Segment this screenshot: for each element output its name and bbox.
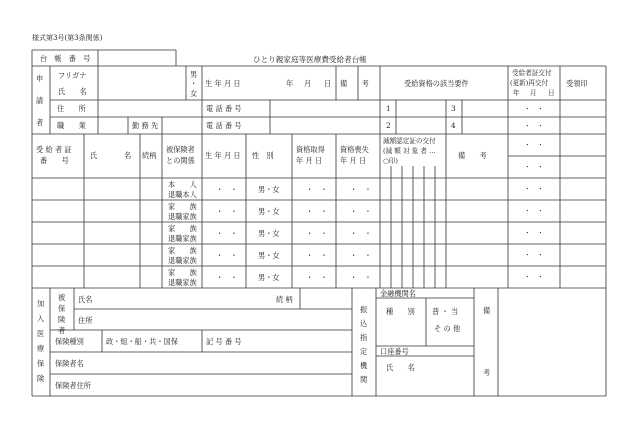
recipient-relation-label: 続柄 bbox=[142, 151, 157, 160]
insured-char-1: 被 bbox=[58, 293, 66, 302]
loss-label-line1: 資格喪失 bbox=[340, 145, 369, 154]
insurance-kind-options: 政・組・船・共・国保 bbox=[106, 337, 178, 346]
furigana-label: フリガナ bbox=[58, 71, 87, 80]
row-acq-dots: ・ ・ bbox=[306, 207, 328, 216]
transfer-section-char-3: 指 bbox=[360, 333, 368, 342]
occupation-label: 職 業 bbox=[57, 121, 86, 130]
recipient-no-label-line1: 受 給 者 証 bbox=[36, 145, 72, 154]
insured-char-2: 保 bbox=[58, 304, 66, 313]
row-sex-value: 男・女 bbox=[258, 207, 280, 216]
recipient-row-3 bbox=[168, 224, 372, 243]
transfer-section-char-5: 機 bbox=[360, 361, 368, 370]
transfer-section-char-1: 振 bbox=[360, 305, 368, 314]
insurance-kind-label: 保険種別 bbox=[55, 337, 84, 346]
sex-separator: ・ bbox=[190, 79, 198, 88]
row-loss-dots: ・ ・ bbox=[350, 207, 372, 216]
transfer-remarks-char-1: 備 bbox=[483, 306, 491, 315]
row-sex-value: 男・女 bbox=[258, 273, 280, 282]
row-relation-line2: 退職家族 bbox=[168, 234, 197, 243]
insurance-section-char-1: 加 bbox=[37, 299, 45, 308]
cert-date-dots-5: ・ ・ bbox=[524, 185, 544, 193]
eligibility-number-2: 2 bbox=[386, 121, 391, 130]
recipient-row-1 bbox=[168, 180, 372, 199]
transfer-remarks-char-2: 考 bbox=[483, 368, 491, 377]
birth-date-label: 生 年 月 日 bbox=[205, 79, 241, 88]
cert-date-dots-3: ・ ・ bbox=[524, 141, 544, 149]
row-acq-dots: ・ ・ bbox=[306, 251, 328, 260]
cert-date-dots-9: ・ ・ bbox=[524, 273, 544, 281]
row-relation-line1: 家 族 bbox=[168, 202, 197, 211]
recipient-name-label-a: 氏 bbox=[90, 151, 98, 160]
row-relation-line1: 家 族 bbox=[168, 246, 197, 255]
row-relation-line2: 退職家族 bbox=[168, 212, 197, 221]
row-relation-line1: 家 族 bbox=[168, 224, 197, 233]
row-sex-value: 男・女 bbox=[258, 185, 280, 194]
row-birth-dots: ・ ・ bbox=[216, 207, 238, 216]
applicant-name-label: 氏 名 bbox=[58, 87, 87, 96]
recipient-birth-label: 生 年 月 日 bbox=[205, 151, 241, 160]
insured-char-4: 者 bbox=[58, 326, 66, 335]
cert-issue-year-unit: 年 bbox=[513, 89, 520, 97]
phone-label: 電 話 番 号 bbox=[206, 104, 242, 113]
applicant-section-char-2: 請 bbox=[36, 96, 44, 105]
loss-label-line2: 年 月 日 bbox=[340, 156, 367, 165]
recipient-sex-label: 性 別 bbox=[252, 151, 274, 160]
acquisition-label-line1: 資格取得 bbox=[296, 145, 325, 154]
row-relation-line1: 家 族 bbox=[168, 268, 197, 277]
cert-issue-month-unit: 月 bbox=[530, 89, 537, 97]
recipients-remarks-label: 備 考 bbox=[458, 151, 487, 160]
insurance-section-char-3: 医 bbox=[37, 329, 45, 338]
birth-year-unit: 年 bbox=[286, 79, 294, 88]
row-birth-dots: ・ ・ bbox=[216, 185, 238, 194]
eligibility-number-4: 4 bbox=[451, 121, 456, 130]
cert-date-dots-1: ・ ・ bbox=[524, 105, 544, 113]
account-type-options: 普 ・ 当 bbox=[432, 307, 459, 316]
account-number-label: 口座番号 bbox=[380, 347, 409, 356]
row-relation-line1: 本 人 bbox=[168, 180, 197, 189]
row-relation-line2: 退職家族 bbox=[168, 278, 197, 287]
insured-relation-label: 続 柄 bbox=[276, 295, 293, 304]
applicant-section-char-3: 者 bbox=[36, 118, 44, 127]
insurance-section-char-4: 療 bbox=[37, 344, 45, 353]
birth-month-unit: 月 bbox=[304, 79, 312, 88]
row-loss-dots: ・ ・ bbox=[350, 251, 372, 260]
row-loss-dots: ・ ・ bbox=[350, 229, 372, 238]
transfer-section-char-6: 関 bbox=[360, 375, 368, 384]
row-acq-dots: ・ ・ bbox=[306, 185, 328, 194]
account-type-other: そ の 他 bbox=[434, 324, 461, 333]
address-label: 住 所 bbox=[57, 104, 86, 113]
acquisition-label-line2: 年 月 日 bbox=[296, 156, 323, 165]
insurer-address-label: 保険者住所 bbox=[55, 381, 91, 390]
birth-day-unit: 日 bbox=[324, 79, 332, 88]
form-number-caption: 様式第3号(第3条関係) bbox=[32, 34, 103, 42]
insured-name-label: 氏名 bbox=[78, 295, 93, 304]
cert-date-dots-8: ・ ・ bbox=[524, 251, 544, 259]
form-title: ひとり親家庭等医療費受給者台帳 bbox=[253, 55, 367, 64]
row-birth-dots: ・ ・ bbox=[216, 229, 238, 238]
row-loss-dots: ・ ・ bbox=[350, 185, 372, 194]
row-birth-dots: ・ ・ bbox=[216, 273, 238, 282]
account-holder-label: 氏 名 bbox=[386, 363, 415, 372]
transfer-section-char-2: 込 bbox=[360, 319, 368, 328]
cert-issue-label-line2: (更新)再交付 bbox=[510, 79, 549, 87]
row-loss-dots: ・ ・ bbox=[350, 273, 372, 282]
workplace-label: 勤 務 先 bbox=[132, 121, 159, 130]
eligibility-number-3: 3 bbox=[451, 104, 456, 113]
applicant-remarks-label: 備 考 bbox=[340, 79, 369, 88]
cert-date-dots-7: ・ ・ bbox=[524, 229, 544, 237]
applicant-section-char-1: 申 bbox=[36, 74, 44, 83]
cert-date-dots-6: ・ ・ bbox=[524, 207, 544, 215]
row-sex-value: 男・女 bbox=[258, 251, 280, 260]
bank-name-label: 金融機関名 bbox=[380, 289, 416, 298]
ledger-number-label: 台 帳 番 号 bbox=[40, 54, 91, 63]
insured-relation-label-line2: との関係 bbox=[166, 156, 195, 165]
cert-issue-day-unit: 日 bbox=[548, 89, 555, 97]
sex-male-label: 男 bbox=[190, 70, 198, 79]
workplace-phone-label: 電 話 番 号 bbox=[206, 121, 242, 130]
sex-female-label: 女 bbox=[190, 89, 198, 98]
eligibility-number-1: 1 bbox=[386, 104, 391, 113]
cert-date-dots-4: ・ ・ bbox=[524, 163, 544, 171]
insurance-section-char-6: 険 bbox=[37, 374, 45, 383]
insurance-section-char-5: 保 bbox=[37, 359, 45, 368]
row-relation-line2: 退職本人 bbox=[168, 190, 197, 199]
row-acq-dots: ・ ・ bbox=[306, 229, 328, 238]
transfer-section-char-4: 定 bbox=[360, 347, 368, 356]
reduction-label-line2: (減 額 対 象 者 … bbox=[383, 147, 436, 155]
eligibility-header: 受給資格の該当要件 bbox=[404, 79, 469, 88]
row-birth-dots: ・ ・ bbox=[216, 251, 238, 260]
recipient-row-5 bbox=[168, 268, 372, 287]
row-acq-dots: ・ ・ bbox=[306, 273, 328, 282]
recipient-no-label-line2: 番 号 bbox=[40, 156, 69, 165]
insured-address-label: 住所 bbox=[78, 316, 93, 325]
account-type-label: 種 別 bbox=[386, 307, 415, 316]
insurance-section-char-2: 入 bbox=[37, 314, 45, 323]
row-relation-line2: 退職家族 bbox=[168, 256, 197, 265]
receipt-seal-label: 受領印 bbox=[566, 79, 588, 88]
insurer-name-label: 保険者名 bbox=[55, 359, 84, 368]
recipient-row-2 bbox=[168, 202, 372, 221]
row-sex-value: 男・女 bbox=[258, 229, 280, 238]
insured-relation-label-line1: 被保険者 bbox=[166, 145, 195, 154]
cert-issue-label-line1: 受給者証交付 bbox=[512, 69, 552, 77]
cert-date-dots-2: ・ ・ bbox=[524, 122, 544, 130]
recipient-name-label-b: 名 bbox=[124, 151, 132, 160]
reduction-label-line1: 減額認定証の交付 bbox=[383, 137, 436, 145]
insured-char-3: 険 bbox=[58, 315, 66, 324]
recipient-row-4 bbox=[168, 246, 372, 265]
reduction-label-line3: ○印) bbox=[383, 157, 398, 165]
symbol-number-label: 記 号 番 号 bbox=[206, 337, 242, 346]
